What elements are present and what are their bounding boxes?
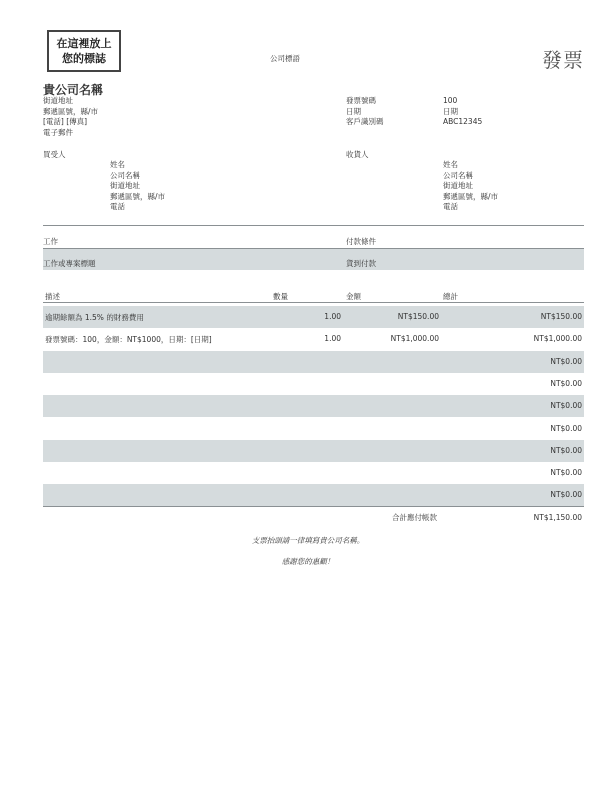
meta-label: 發票號碼 [346, 96, 376, 105]
line-item-row [43, 351, 584, 373]
item-total: NT$0.00 [550, 379, 582, 388]
item-unit-price: NT$150.00 [397, 312, 439, 321]
company-phone: [電話] [傳真] [43, 117, 88, 126]
logo-line-1: 在這裡放上 [56, 37, 112, 50]
item-description: 發票號碼：100，金額：NT$1000，日期：[日期] [45, 335, 212, 344]
line-item-row [43, 306, 584, 328]
item-unit-price: NT$1,000.00 [390, 334, 439, 343]
invoice-title: 發票 [542, 48, 584, 72]
bill-to-block [110, 160, 165, 213]
job-values-band [43, 249, 584, 270]
col-header-description: 描述 [45, 292, 60, 301]
invoice-meta-labels [346, 96, 384, 128]
line-item-row [43, 484, 584, 506]
ship-to-line: 姓名 [443, 160, 458, 169]
total-due-label: 合計應付帳款 [392, 513, 437, 522]
line-item-row [43, 373, 584, 395]
bill-to-label: 買受人 [43, 150, 66, 159]
item-quantity: 1.00 [324, 334, 341, 343]
terms-value: 貨到付款 [346, 259, 376, 268]
col-header-unit-price: 金額 [346, 292, 361, 301]
company-name: 貴公司名稱 [43, 83, 104, 97]
bill-to-line: 姓名 [110, 160, 125, 169]
line-item-row [43, 462, 584, 484]
logo-line-2: 您的標誌 [62, 52, 106, 65]
item-total: NT$0.00 [550, 446, 582, 455]
invoice-date: 日期 [443, 106, 458, 116]
bill-to-line: 郵遞區號，縣/市 [110, 191, 166, 201]
item-total: NT$0.00 [550, 401, 582, 410]
line-item-row [43, 328, 584, 350]
company-contact [43, 96, 98, 138]
ship-to-label: 收貨人 [346, 150, 369, 159]
line-item-row [43, 440, 584, 462]
company-slogan: 公司標語 [270, 54, 300, 63]
item-description: 逾期餘額為 1.5% 的財務費用 [45, 313, 144, 322]
terms-label: 付款條件 [346, 237, 376, 246]
invoice-meta-values [443, 96, 482, 128]
item-total: NT$0.00 [550, 490, 582, 499]
items-bottom-rule [43, 506, 584, 507]
meta-label: 客戶識別碼 [346, 117, 384, 126]
col-header-total: 總計 [443, 292, 458, 301]
item-total: NT$0.00 [550, 468, 582, 477]
customer-id: ABC12345 [443, 117, 483, 126]
logo-placeholder [47, 30, 121, 72]
ship-to-line: 公司名稱 [443, 170, 473, 180]
item-total: NT$0.00 [550, 424, 582, 433]
ship-to-line: 街道地址 [443, 181, 473, 190]
ship-to-line: 電話 [443, 202, 458, 211]
payment-note: 支票抬頭請一律填寫貴公司名稱。 [251, 536, 365, 545]
item-quantity: 1.00 [324, 312, 341, 321]
item-total: NT$0.00 [550, 357, 582, 366]
total-due-value: NT$1,150.00 [533, 513, 582, 522]
ship-to-block [443, 160, 498, 213]
item-total: NT$150.00 [540, 312, 582, 321]
col-header-quantity: 數量 [273, 292, 288, 301]
ship-to-line: 郵遞區號，縣/市 [443, 191, 499, 201]
bill-to-line: 街道地址 [110, 181, 140, 190]
bill-to-line: 公司名稱 [110, 170, 140, 180]
items-header-rule [43, 302, 584, 303]
company-city: 郵遞區號，縣/市 [43, 106, 99, 116]
thank-you-note: 感謝您的惠顧！ [281, 557, 335, 566]
company-address: 街道地址 [43, 96, 73, 105]
line-item-row [43, 418, 584, 440]
item-total: NT$1,000.00 [533, 334, 582, 343]
job-title-value: 工作或專案標題 [43, 259, 96, 268]
job-label: 工作 [43, 237, 58, 246]
meta-label: 日期 [346, 106, 361, 116]
company-email: 電子郵件 [43, 127, 73, 137]
bill-to-line: 電話 [110, 202, 125, 211]
line-item-row [43, 395, 584, 417]
invoice-number: 100 [443, 96, 458, 105]
job-table-top-rule [43, 225, 584, 226]
